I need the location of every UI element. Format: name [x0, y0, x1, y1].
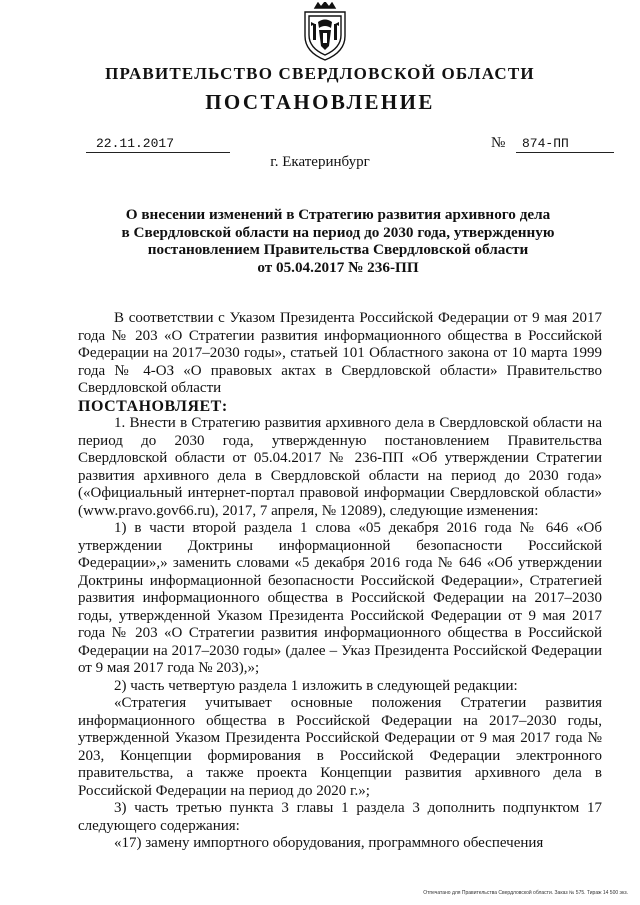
paragraph-4: «Стратегия учитывает основные положения Стратегии развития информационного общества в Российской Федерации на 2017–2030 годы, утвержденной Указом Президента Российской Федерации от 9 мая 2017 года № 203, Концепции формирования в Российской Федерации электронного правительства, а также проекта Концепции развития архивного дела в Российской Федерации на период до 2020 г.»;: [78, 695, 602, 799]
number-sign: №: [491, 135, 506, 151]
title-line: от 05.04.2017 № 236-ПП: [257, 258, 419, 276]
coat-of-arms-icon: [301, 2, 349, 62]
intro-paragraph: В соответствии с Указом Президента Российской Федерации от 9 мая 2017 года № 203 «О Стратегии развития информационного общества в Российской Федерации на 2017–2030 годы», статьей 101 Областного закона от 10 марта 1999 года № 4-ОЗ «О правовых актах в Свердловской области» Правительство Свердловской области: [78, 310, 602, 396]
title-line: в Свердловской области на период до 2030 года, утвержденную: [121, 223, 555, 241]
paragraph-6: «17) замену импортного оборудования, программного обеспечения: [114, 835, 544, 851]
title-line: О внесении изменений в Стратегию развития архивного дела: [125, 206, 551, 223]
print-note: Отпечатано для Правительства Свердловской области. Заказ № 575. Тираж 14 500 экз.: [423, 890, 628, 896]
paragraph-3: 2) часть четвертую раздела 1 изложить в следующей редакции:: [114, 677, 518, 694]
title-line: постановлением Правительства Свердловской области: [147, 241, 529, 258]
paragraph-1: 1. Внести в Стратегию развития архивного дела в Свердловской области на период до 2030 года, утвержденную постановлением Правительства Свердловской области от 05.04.2017 № 236-ПП «Об утверждении Стратегии развития архивного дела в Свердловской области на период до 2030 года» («Официальный интернет-портал правовой информации Свердловской области» (www.pravo.gov66.ru), 2017, 7 апреля, № 12089), следующие изменения:: [78, 415, 602, 519]
city: г. Екатеринбург: [270, 154, 370, 170]
document-body: [78, 310, 602, 853]
government-name: ПРАВИТЕЛЬСТВО СВЕРДЛОВСКОЙ ОБЛАСТИ: [105, 64, 535, 83]
document-number: 874-ПП: [516, 136, 614, 153]
document-title: [108, 206, 568, 276]
document-date: 22.11.2017: [86, 136, 230, 153]
resolves-heading: ПОСТАНОВЛЯЕТ:: [78, 397, 228, 415]
paragraph-2: 1) в части второй раздела 1 слова «05 декабря 2016 года № 646 «Об утверждении Доктрины информационной безопасности Российской Федерации»,» заменить словами «5 декабря 2016 года № 646 «Об утверждении Доктрины информационной безопасности Российской Федерации», Стратегией развития информационного общества в Российской Федерации на 2017–2030 годы, утвержденной Указом Президента Российской Федерации от 9 мая 2017 года № 203 «О Стратегии развития информационного общества в Российской Федерации на 2017–2030 годы» (далее – Указ Президента Российской Федерации от 9 мая 2017 года № 203),»;: [78, 520, 602, 676]
paragraph-5: 3) часть третью пункта 3 главы 1 раздела 3 дополнить подпунктом 17 следующего содержания:: [78, 800, 602, 834]
document-type: ПОСТАНОВЛЕНИЕ: [205, 90, 435, 114]
